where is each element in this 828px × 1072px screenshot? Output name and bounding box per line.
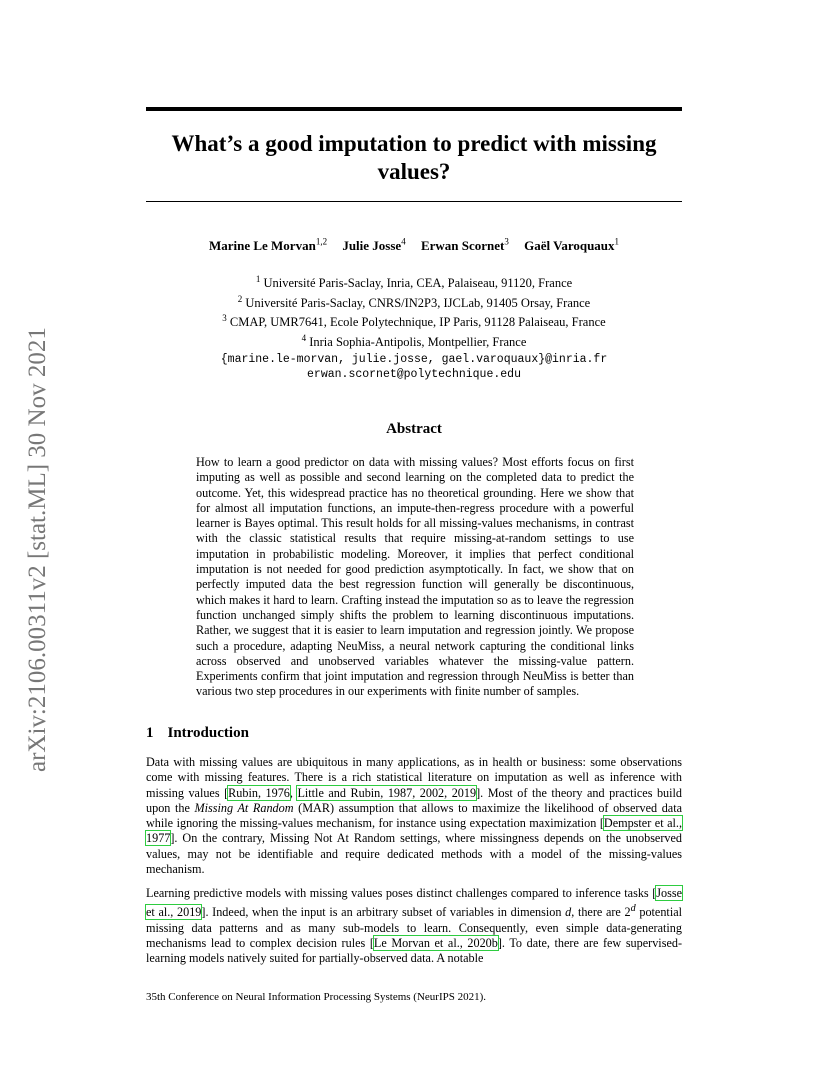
section-heading [146, 725, 249, 742]
affiliation: $^3$ CMAP, UMR7641, Ecole Polytechnique, IP Paris, 91128 Palaiseau, France [222, 313, 606, 330]
author: Julie Josse$^4$ [342, 237, 406, 254]
paper-title: What’s a good imputation to predict with missing values? [171, 131, 657, 184]
affiliations [146, 272, 682, 351]
author: Marine Le Morvan$^{1,2}$ [208, 237, 328, 254]
affiliation: $^1$ Université Paris-Saclay, Inria, CEA, Palaiseau, 91120, France [255, 274, 573, 291]
citation-link[interactable]: Little and Rubin, 1987, 2002, 2019 [297, 785, 477, 800]
author: Erwan Scornet$^3$ [420, 237, 509, 254]
intro-paragraph-2: Learning predictive models with missing values poses distinct challenges compared to inference tasks [Josse et al., 2019]. Indeed, when the input is an arbitrary subset of variables in dimension d, there are 2$^d$ potential missing data patterns and as many sub-models to learn. Consequently, even simple data-generating mechanisms lead to complex decision rules [Le Morvan et al., 2020b]. To date, there are few supervised-learning models natively suited for partially-observed data. A notable [146, 886, 683, 966]
citation-link[interactable]: Le Morvan et al., 2020b [373, 935, 498, 950]
conference-footnote: 35th Conference on Neural Information Processing Systems (NeurIPS 2021). [146, 991, 487, 1003]
email-line: erwan.scornet@polytechnique.edu [307, 368, 521, 381]
citation-link[interactable]: Rubin, 1976 [228, 785, 290, 800]
affiliation: $^4$ Inria Sophia-Antipolis, Montpellier, France [301, 332, 527, 350]
author-list [146, 237, 682, 254]
intro-paragraph-1: Data with missing values are ubiquitous in many applications, as in health or business: some observations come with missing features. There is a rich statistical literature on imputation as well as inference with missing values [Rubin, 1976, Little and Rubin, 1987, 2002, 2019]. Most of the theory and practices build upon the Missing At Random (MAR) assumption that allows to maximize the likelihood of observed data while ignoring the missing-values mechanism, for instance using expectation maximization [Dempster et al., 1977]. On the contrary, Missing Not At Random settings, where missingness depends on the unobserved values, may not be identifiable and require dedicated methods with a model of the missing-values mechanism. [146, 755, 682, 877]
abstract-heading: Abstract [386, 421, 442, 437]
title-rule-bottom [146, 201, 682, 202]
arxiv-sidebar-id: arXiv:2106.00311v2 [stat.ML] 30 Nov 2021 [24, 327, 51, 772]
citation-link[interactable]: Dempster et al., 1977 [146, 816, 682, 846]
email-line: {marine.le-morvan, julie.josse, gael.varoquaux}@inria.fr [220, 353, 608, 366]
title-rule-top [146, 107, 682, 111]
affiliation: $^2$ Université Paris-Saclay, CNRS/IN2P3, IJCLab, 91405 Orsay, France [237, 293, 591, 310]
citation-link[interactable]: Josse et al., 2019 [146, 886, 682, 920]
emails [146, 352, 682, 382]
section-number: 1 [146, 725, 154, 741]
abstract-text: How to learn a good predictor on data with missing values? Most efforts focus on first imputing as well as possible and second learning on the completed data to predict the outcome. Yet, this widespread practice has no theoretical grounding. Here we show that for almost all imputation functions, an impute-then-regress procedure with a powerful learner is Bayes optimal. This result holds for all missing-values mechanisms, in contrast with the classic statistical results that require missing-at-random settings to use imputation in probabilistic modeling. Moreover, it implies that perfect conditional imputation is not needed for good prediction asymptotically. In fact, we show that on perfectly imputed data the best regression function will generally be discontinuous, which makes it hard to learn. Crafting instead the imputation so as to leave the regression function unchanged simply shifts the problem to learning discontinuous imputations. Rather, we suggest that it is easier to learn imputation and regression jointly. We propose such a procedure, adapting NeuMiss, a neural network capturing the conditional links across observed and unobserved variables whatever the missing-value pattern. Experiments confirm that joint imputation and regression through NeuMiss is better than various two step procedures in our experiments with finite number of samples. [196, 455, 634, 699]
author: Gaël Varoquaux$^1$ [524, 237, 620, 254]
section-title: Introduction [167, 725, 249, 741]
